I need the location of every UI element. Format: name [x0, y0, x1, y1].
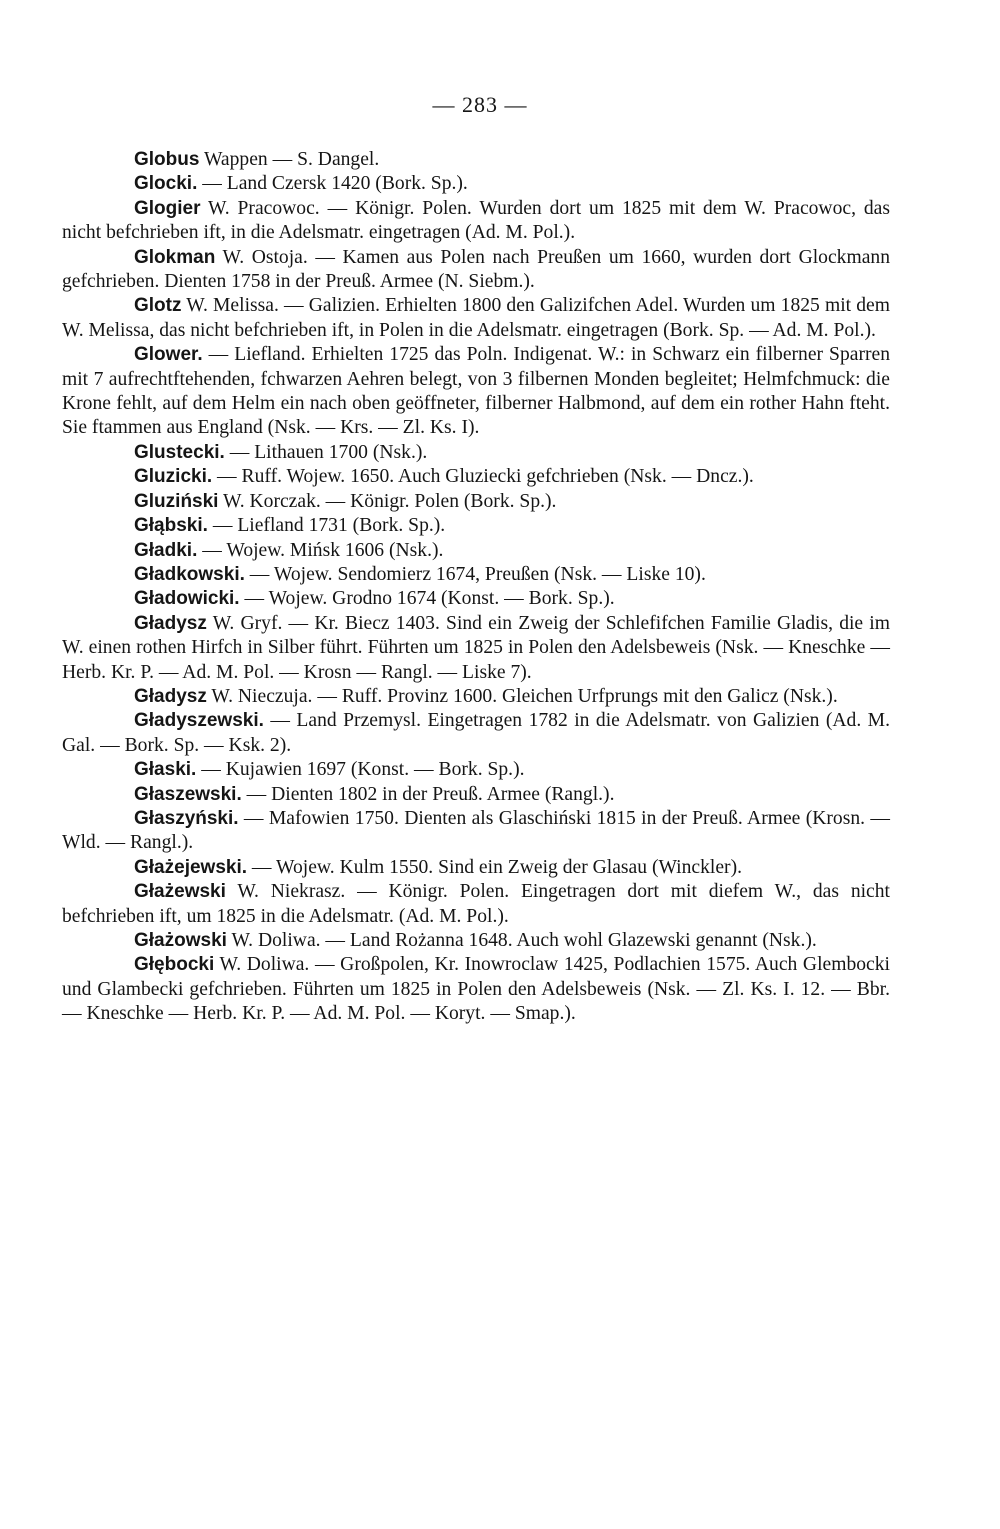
entry — [62, 929, 890, 953]
entry — [62, 807, 890, 856]
entry-headword: Głaszyński. — [134, 807, 239, 829]
entry — [62, 343, 890, 441]
entry-headword: Glotz — [134, 295, 182, 317]
entry-text: — Liefland 1731 (Bork. Sp.). — [207, 515, 446, 537]
entry — [62, 856, 890, 880]
entry-headword: Globus — [134, 149, 200, 170]
entry — [62, 880, 890, 929]
entry-headword: Głażejewski. — [134, 856, 248, 878]
entry-headword: Głaski. — [134, 759, 197, 781]
entry — [62, 587, 890, 611]
entry-list — [62, 148, 890, 1027]
entry-text: — Land Przemysl. Eingetragen 1782 in die Adelsmatr. von Galizien (Ad. M. Gal. — Bork. Sp. — Ksk. 2). — [62, 710, 890, 756]
entry-text: — Land Czersk 1420 (Bork. Sp.). — [197, 173, 468, 195]
entry — [62, 465, 890, 489]
entry — [62, 953, 890, 1026]
entry-text: W. Korczak. — Königr. Polen (Bork. Sp.). — [218, 490, 557, 512]
entry-headword: Gładysz — [134, 612, 207, 634]
entry-headword: Gładki. — [134, 539, 198, 561]
entry-text: — Wojew. Kulm 1550. Sind ein Zweig der Glasau (Winckler). — [247, 856, 743, 878]
entry-text: W. Melissa. — Galizien. Erhielten 1800 den Galizifchen Adel. Wurden um 1825 mit dem W. Melissa, das nicht befchrieben ift, in Polen in die Adelsmatr. eingetragen (Bork. Sp. — Ad. M. Pol.). — [62, 295, 890, 341]
entry-text: — Ruff. Wojew. 1650. Auch Gluziecki gefchrieben (Nsk. — Dncz.). — [212, 466, 754, 488]
entry — [62, 783, 890, 807]
entry-text: — Lithauen 1700 (Nsk.). — [224, 441, 428, 463]
entry — [62, 148, 890, 172]
entry — [62, 246, 890, 295]
entry-text: W. Doliwa. — Großpolen, Kr. Inowroclaw 1425, Podlachien 1575. Auch Glembocki und Glambecki gefchrieben. Führten um 1825 in Polen den Adelsbeweis (Nsk. — Zl. Ks. I. 12. — Bbr. — Kneschke — Herb. Kr. P. — Ad. M. Pol. — Koryt. — Smap.). — [62, 954, 890, 1025]
entry-headword: Gluzicki. — [134, 466, 213, 488]
entry-text: — Dienten 1802 in der Preuß. Armee (Rangl.). — [241, 783, 615, 805]
entry-text: — Mafowien 1750. Dienten als Glaschiński 1815 in der Preuß. Armee (Krosn. — Wld. — Rangl.). — [62, 807, 890, 854]
entry-headword: Głębocki — [134, 954, 215, 976]
entry-text: — Liefland. Erhielten 1725 das Poln. Indigenat. W.: in Schwarz ein filberner Sparren mit 7 aufrechtftehenden, fchwarzen Aehren belegt, von 3 filbernen Monden begleitet; Helmfchmuck: die Krone fehlt, auf dem Helm ein nach oben geöffneter, filberner Halbmond, auf dem ein rother Hahn fteht. Sie ftammen aus England (Nsk. — Krs. — Zl. Ks. I). — [62, 344, 890, 439]
entry-headword: Glower. — [134, 344, 203, 366]
entry — [62, 758, 890, 782]
entry — [62, 709, 890, 758]
entry-headword: Gładkowski. — [134, 563, 245, 585]
entry — [62, 539, 890, 563]
entry-headword: Głaszewski. — [134, 783, 242, 805]
entry — [62, 490, 890, 514]
entry-headword: Głąbski. — [134, 515, 208, 537]
entry-text: — Wojew. Sendomierz 1674, Preußen (Nsk. — Liske 10). — [244, 563, 706, 585]
entry — [62, 563, 890, 587]
entry-text: W. Gryf. — Kr. Biecz 1403. Sind ein Zweig der Schlefifchen Familie Gladis, die im W. einen rothen Hirfch in Silber führt. Führten um 1825 in Polen den Adelsbeweis (Nsk. — Kneschke — Herb. Kr. P. — Ad. M. Pol. — Krosn — Rangl. — Liske 7). — [62, 612, 890, 683]
entry — [62, 612, 890, 685]
entry-headword: Glogier — [134, 197, 201, 219]
entry-headword: Głażowski — [134, 930, 227, 951]
entry-headword: Gluziński — [134, 490, 219, 512]
entry-text: W. Niekrasz. — Königr. Polen. Eingetragen dort mit diefem W., das nicht befchrieben ift, um 1825 in die Adelsmatr. (Ad. M. Pol.). — [62, 881, 890, 927]
entry-text: W. Ostoja. — Kamen aus Polen nach Preußen um 1660, wurden dort Glockmann gefchrieben. Dienten 1758 in der Preuß. Armee (N. Siebm.). — [62, 246, 890, 293]
entry — [62, 441, 890, 465]
entry-headword: Gładyszewski. — [134, 710, 264, 732]
entry-headword: Glokman — [134, 246, 216, 268]
entry — [62, 514, 890, 538]
page-number: — 283 — — [432, 92, 528, 117]
entry-headword: Gładysz — [134, 685, 207, 707]
entry — [62, 197, 890, 246]
entry-text: W. Nieczuja. — Ruff. Provinz 1600. Gleichen Urfprungs mit den Galicz (Nsk.). — [206, 685, 838, 707]
entry-headword: Głażewski — [134, 881, 226, 903]
entry-headword: Glocki. — [134, 173, 198, 195]
entry-text: — Wojew. Grodno 1674 (Konst. — Bork. Sp.). — [239, 588, 615, 610]
entry-text: — Kujawien 1697 (Konst. — Bork. Sp.). — [196, 759, 525, 781]
entry-text: Wappen — S. Dangel. — [199, 149, 380, 170]
entry-text: W. Doliwa. — Land Rożanna 1648. Auch wohl Glazewski genannt (Nsk.). — [226, 930, 817, 951]
entry-text: W. Pracowoc. — Königr. Polen. Wurden dort um 1825 mit dem W. Pracowoc, das nicht befchrieben ift, in die Adelsmatr. eingetragen (Ad. M. Pol.). — [62, 197, 890, 244]
entry — [62, 685, 890, 709]
entry — [62, 294, 890, 343]
entry-headword: Glustecki. — [134, 441, 225, 463]
entry-text: — Wojew. Mińsk 1606 (Nsk.). — [197, 539, 444, 561]
entry-headword: Gładowicki. — [134, 588, 240, 610]
entry — [62, 172, 890, 196]
